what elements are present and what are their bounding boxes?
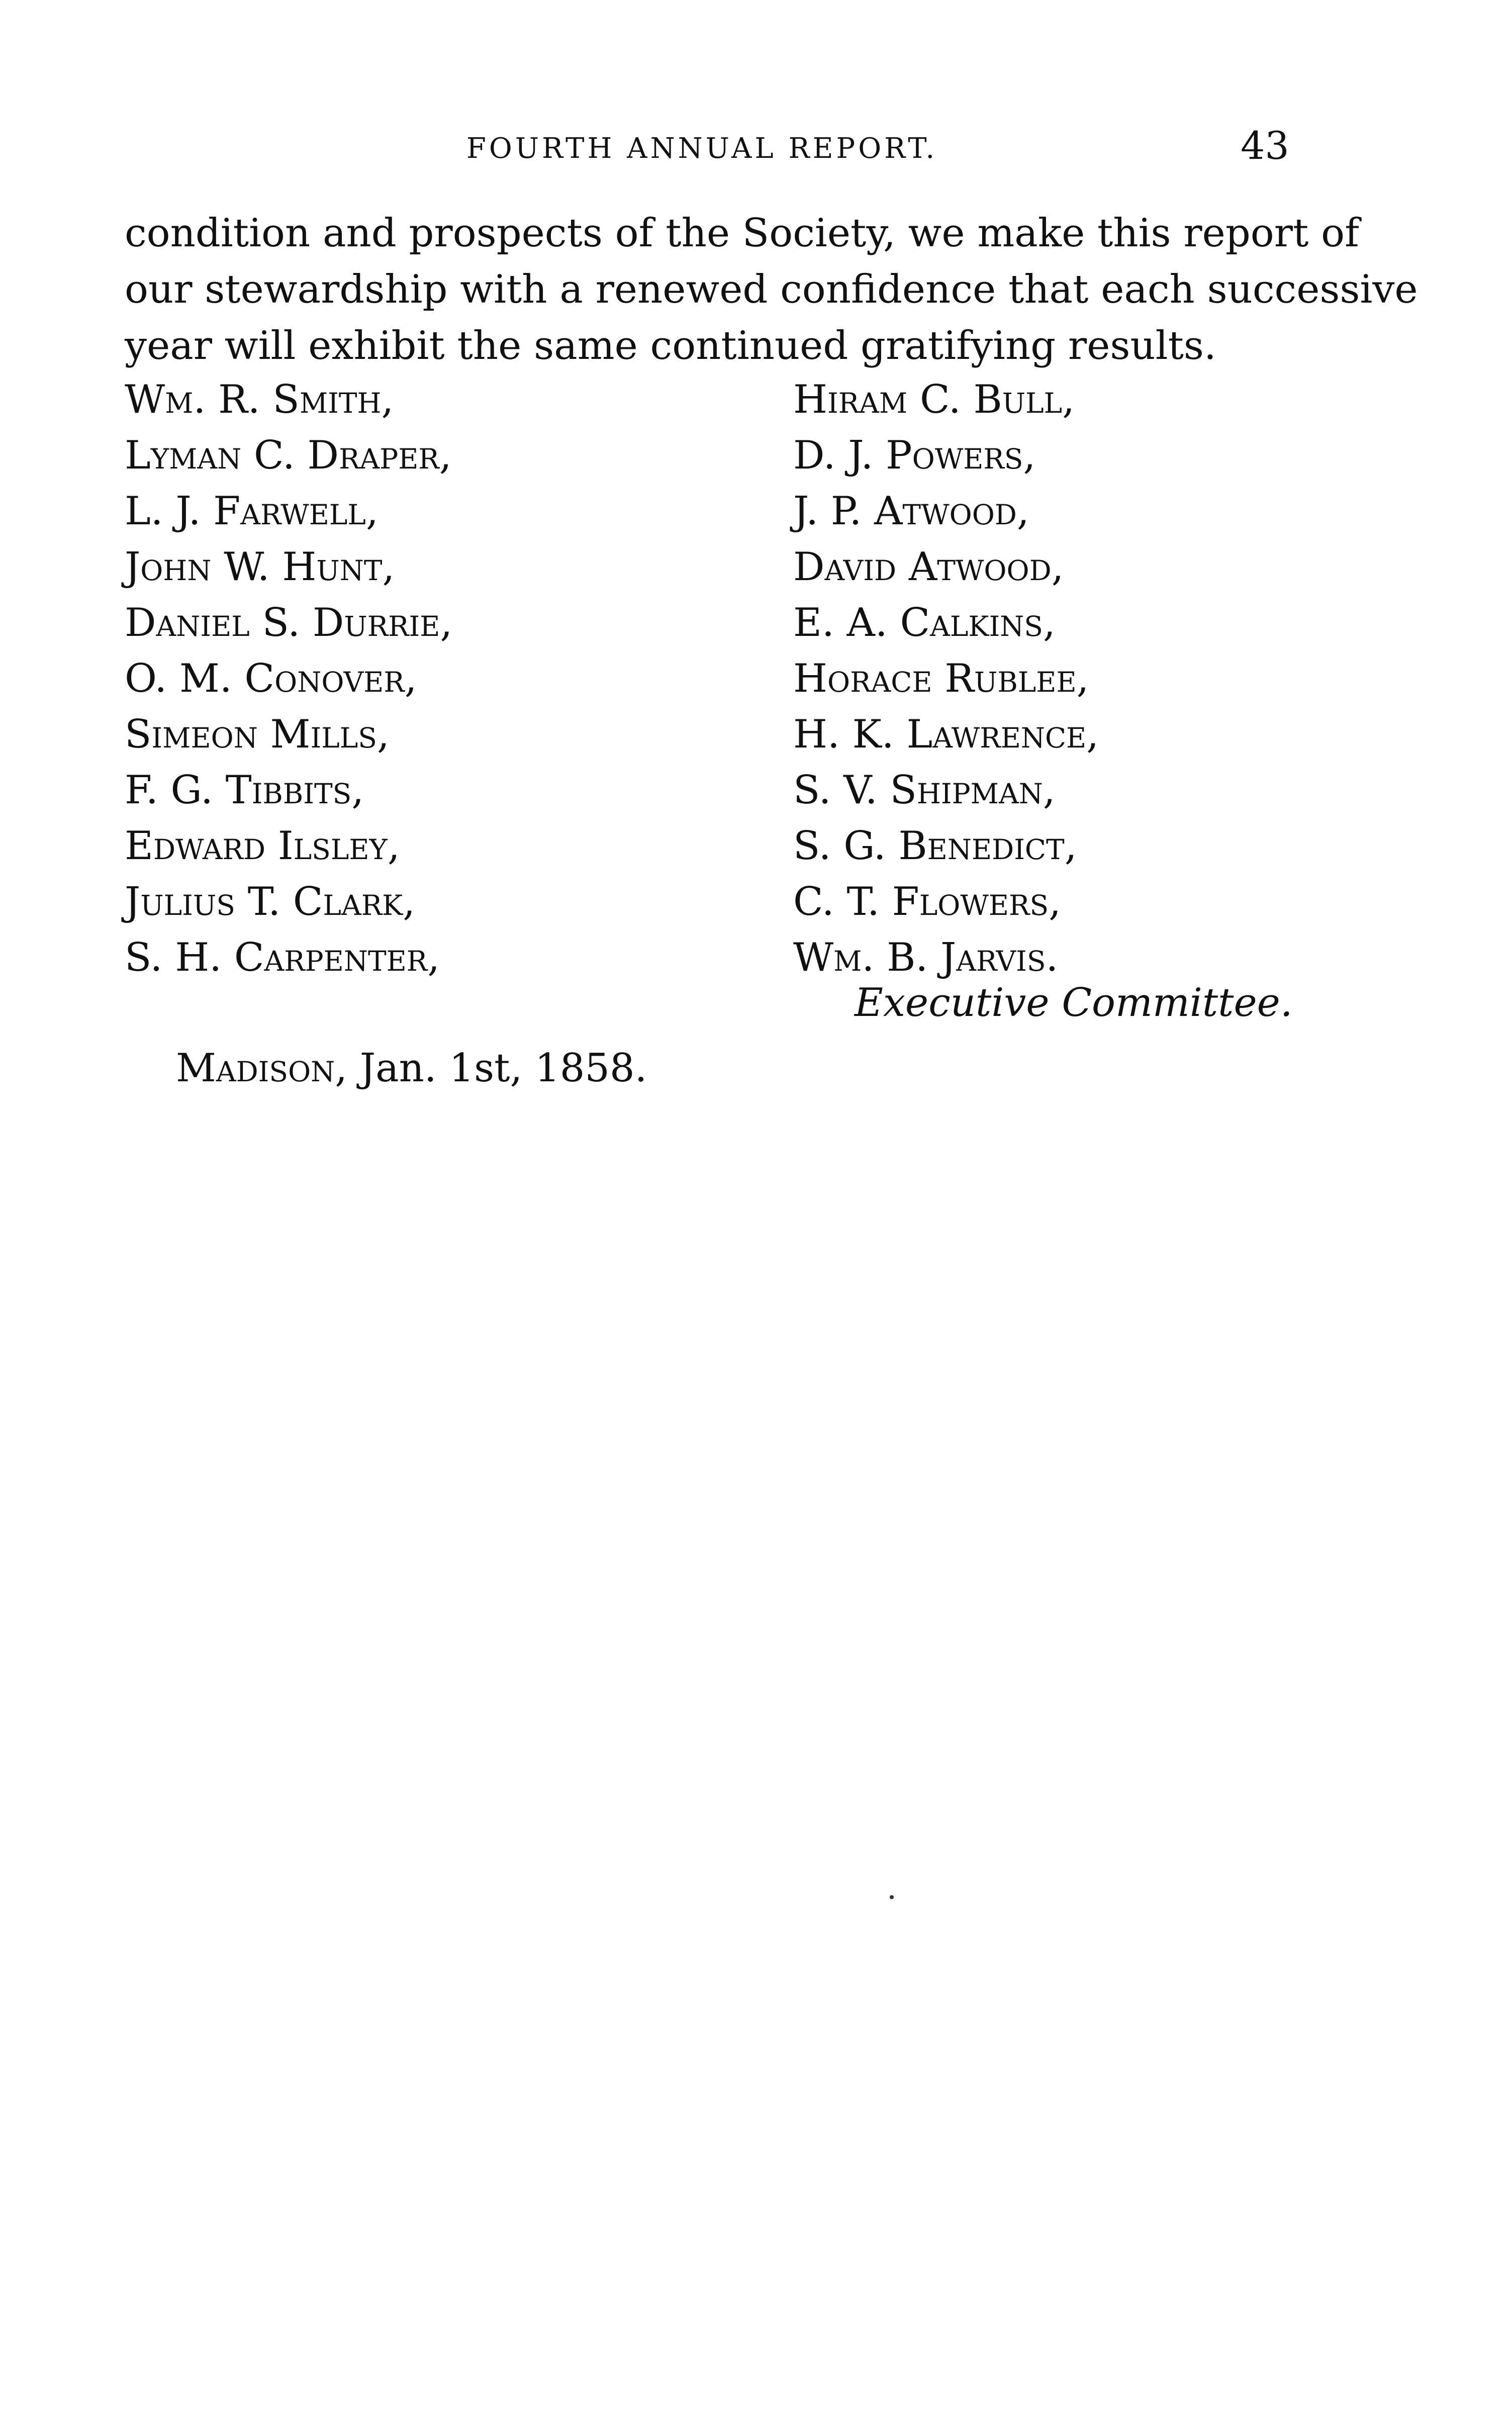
signatory-name: Wm. B. Jarvis. xyxy=(793,935,1059,980)
running-head xyxy=(0,123,1512,168)
running-title: FOURTH ANNUAL REPORT. xyxy=(466,132,938,165)
signatory-name: S. V. Shipman, xyxy=(793,768,1056,813)
signatory-name: Lyman C. Draper, xyxy=(125,433,452,478)
signatory-name: Simeon Mills, xyxy=(125,712,390,757)
body-line: year will exhibit the same continued gratifying results. xyxy=(125,323,1216,368)
signatory-name: Wm. R. Smith, xyxy=(125,377,394,422)
paper-speck xyxy=(890,1895,894,1899)
signatory-name: L. J. Farwell, xyxy=(125,489,379,534)
signatory-name: S. H. Carpenter, xyxy=(125,935,440,980)
signatory-name: D. J. Powers, xyxy=(793,433,1036,478)
signatory-name: E. A. Calkins, xyxy=(793,600,1056,645)
body-line: condition and prospects of the Society, we make this report of xyxy=(125,211,1359,256)
signatory-name: John W. Hunt, xyxy=(125,544,395,590)
signatory-name: S. G. Benedict, xyxy=(793,823,1077,869)
signatory-name: Daniel S. Durrie, xyxy=(125,600,453,645)
body-paragraph xyxy=(125,205,1418,374)
signatory-name: Hiram C. Bull, xyxy=(793,377,1075,422)
page-number: 43 xyxy=(1241,123,1289,168)
body-line: our stewardship with a renewed confidence that each successive xyxy=(125,267,1418,312)
signatory-name: Julius T. Clark, xyxy=(125,879,416,924)
signatories-left-column xyxy=(125,372,778,986)
signatory-name: C. T. Flowers, xyxy=(793,879,1061,924)
signatory-name: Horace Rublee, xyxy=(793,656,1089,701)
signatory-name: David Atwood, xyxy=(793,544,1064,590)
signatory-name: O. M. Conover, xyxy=(125,656,417,701)
dateline-place: Madison, xyxy=(176,1046,348,1091)
signatory-name: J. P. Atwood, xyxy=(793,489,1029,534)
dateline-date: Jan. 1st, 1858. xyxy=(359,1046,647,1091)
committee-label: Executive Committee. xyxy=(855,980,1293,1025)
signatories-block xyxy=(125,372,1331,1025)
signatory-name: H. K. Lawrence, xyxy=(793,712,1099,757)
signatory-name: Edward Ilsley, xyxy=(125,823,400,869)
signatories-right-column xyxy=(793,372,1331,986)
signatory-name: F. G. Tibbits, xyxy=(125,768,364,813)
dateline xyxy=(176,1046,647,1091)
